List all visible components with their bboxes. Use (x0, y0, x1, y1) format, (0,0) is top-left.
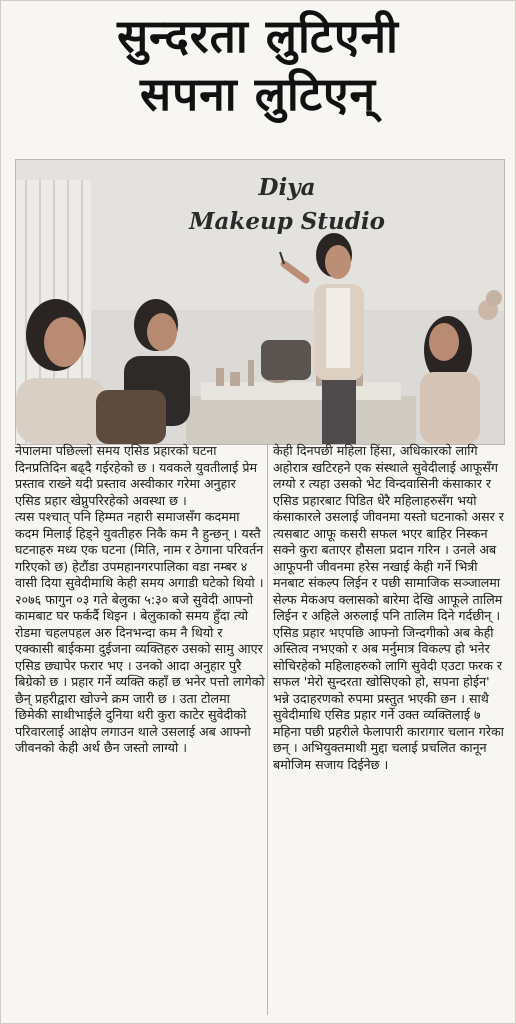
article-column-right (273, 443, 507, 1015)
article-paragraph: केही दिनपछी महिला हिंसा, अधिकारको लागि अहोरात्र खटिरहने एक संस्थाले सुवेदीलाई आफूसँग लग्यो र त्यहा उसको भेट विन्दवासिनी कंसाकार र एसिड प्रहारबाट पिडित धेरै महिलाहरुसँग भयो कंसाकारले उसलाई जीवनमा यस्तो घटनाको असर र त्यसबाट आफू कसरी सफल भएर बाहिर निस्कन सक्ने कुरा बताएर हौसला प्रदान गरिन । उनले अब आफूपनी जीवनमा हरेस नखाई केही गर्ने भित्री मनबाट संकल्प लिईन र पछी सामाजिक सञ्जालमा सेल्फ मेकअप क्लासको बारेमा देखि आफूले तालिम लिईन र अहिले अरुलाई पनि तालिम दिने गर्दछीन् । एसिड प्रहार भएपछि आफ्नो जिन्दगीको अब केही अस्तित्व नभएको र अब मर्नुमात्र विकल्प हो भनेर सोचिरहेको महिलाहरुको लागि सुवेदी एउटा फरक र सफल 'मेरो सुन्दरता खोसिएको हो, सपना होईन' भन्ने उदाहरणको रुपमा प्रस्तुत भएकी छन । साथै सुवेदीमाथि एसिड प्रहार गर्ने उक्त व्यक्तिलाई ७ महिना पछी प्रहरीले फेलापारी कारागार चलान गरेका छन् । अभियुक्तमाथी मुद्दा चलाई प्रचलित कानून बमोजिम सजाय दिईनेछ । (273, 443, 504, 772)
studio-sign-line-1: Diya (258, 174, 316, 201)
article-paragraph: नेपालमा पछिल्लो समय एसिड प्रहारको घटना दिनप्रतिदिन बढ्दै गईरहेको छ । यवकले युवतीलाई प्रेम प्रस्ताव राख्ने यदी प्रस्ताव अस्वीकार गरेमा अनुहार एसिड प्रहार खेप्नुपरिरहेको अवस्था छ । (15, 443, 258, 508)
article-paragraph: त्यस पश्चात् पनि हिम्मत नहारी समाजसँग कदममा कदम मिलाई हिड्ने युवतीहरु निकै कम नै हुन्छन् । यस्तै घटनाहरु मध्य एक घटना (मिति, नाम र ठेगाना परिवर्तन गरिएको छ) हेटौंडा उपमहानगरपालिका वडा नम्बर ४ वासी दिया सुवेदीमाथि केही समय अगाडी घटेको थियो । (15, 509, 264, 590)
column-divider (267, 443, 268, 1015)
headline (1, 7, 515, 123)
article-paragraph: २०७६ फागुन ०३ गते बेलुका ५:३० बजे सुवेदी आफ्नो कामबाट घर फर्कर्दै थिइन । बेलुकाको समय हुँदा त्यो रोडमा चहलपहल अरु दिनभन्दा कम नै थियो र एक्कासी बाईकमा दुईजना व्यक्तिहरु उसको सामु आएर एसिड छ्यापेर फरार भए । उनको आदा अनुहार पुरै बिग्रेको छ । प्रहार गर्ने व्यक्ति कहाँ छ भनेर पत्तो लागेको छैन् प्रहरीद्वारा खोज्ने क्रम जारी छ । उता टोलमा छिमेकी साथीभाईले दुनिया थरी कुरा काटेर सुवेदीको परिवारलाई आक्षेप लगाउन थाले उसलाई अब आफ्नो जीवनको केही अर्थ छैन जस्तो लाग्यो । (15, 591, 265, 755)
headline-line-2: सपना लुटिएन् (140, 67, 376, 121)
article-column-left (15, 443, 265, 1015)
studio-sign (187, 171, 387, 239)
studio-sign-line-2: Makeup Studio (189, 208, 385, 235)
headline-line-1: सुन्दरता लुटिएनी (117, 9, 399, 63)
